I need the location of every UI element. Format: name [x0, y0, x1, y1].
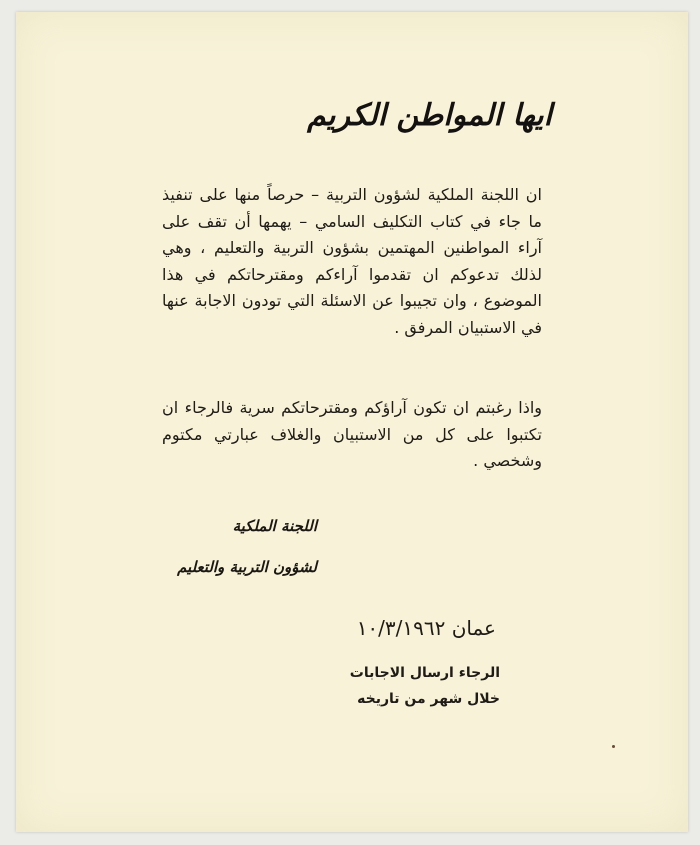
letter-date: عمان ١٠/٣/١٩٦٢ [356, 616, 496, 640]
reply-note-line-1: الرجاء ارسال الاجابات [349, 665, 500, 681]
signature-committee-subtitle: لشؤون التربية والتعليم [177, 558, 317, 576]
letter-body-paragraph-1: ان اللجنة الملكية لشؤون التربية – حرصاً منها على تنفيذ ما جاء في كتاب التكليف السامي – يهمها أن تقف على آراء المواطنين المهتمين بشؤون التربية والتعليم ، وهي لذلك تدعوكم ان تقدموا آراءكم ومقترحاتكم في هذا الموضوع ، وان تجيبوا عن الاسئلة التي تودون الاجابة عنها في الاستبيان المرفق . [162, 185, 542, 337]
letter-body-paragraph-2: واذا رغبتم ان تكون آراؤكم ومقترحاتكم سرية فالرجاء ان تكتبوا على كل من الاستبيان والغلاف عبارتي مكتوم وشخصي . [162, 398, 542, 470]
letter-title: ايها المواطن الكريم [307, 98, 552, 133]
reply-note-line-2: خلال شهر من تاريخه [357, 691, 500, 707]
ink-speck [612, 745, 615, 748]
signature-committee-name: اللجنة الملكية [232, 517, 317, 535]
